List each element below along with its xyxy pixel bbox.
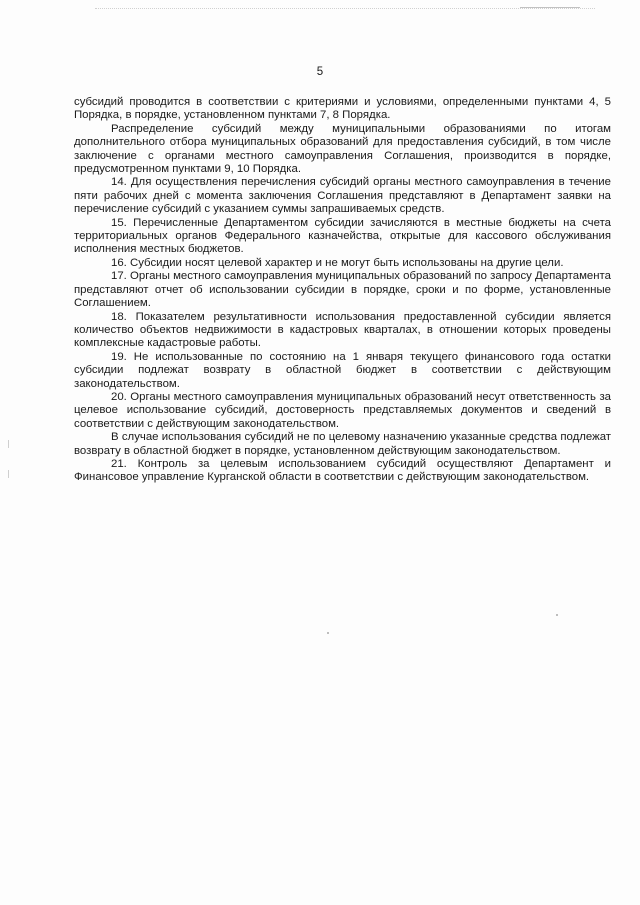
document-body: [74, 96, 611, 485]
paragraph-item-16: 16. Субсидии носят целевой характер и не могут быть использованы на другие цели.: [111, 256, 564, 269]
paragraph-item-20: 20. Органы местного самоуправления муниципальных образований несут ответственность за целевое использование субсидий, достоверность представляемых документов и сведений в соответствии с действующим законодательством.: [74, 390, 611, 430]
paragraph-distribution: Распределение субсидий между муниципальными образованиями по итогам дополнительного отбора муниципальных образований для предоставления субсидий, в том числе заключение с органами местного самоуправления Соглашения, производится в порядке, предусмотренном пунктами 9, 10 Порядка.: [74, 122, 611, 176]
paragraph-item-21: 21. Контроль за целевым использованием субсидий осуществляют Департамент и Финансовое управление Курганской области в соответствии с действующим законодательством.: [74, 457, 611, 484]
paragraph-item-18: 18. Показателем результативности использования предоставленной субсидии является количество объектов недвижимости в кадастровых кварталах, в отношении которых проведены комплексные кадастровые работы.: [74, 310, 611, 350]
paragraph-item-19: 19. Не использованные по состоянию на 1 января текущего финансового года остатки субсидии подлежат возврату в областной бюджет в соответствии с действующим законодательством.: [74, 350, 611, 390]
paragraph-item-14: 14. Для осуществления перечисления субсидий органы местного самоуправления в течение пяти рабочих дней с момента заключения Соглашения представляют в Департамент заявки на перечисление субсидий с указанием суммы запрашиваемых средств.: [74, 176, 611, 216]
paragraph-item-17: 17. Органы местного самоуправления муниципальных образований по запросу Департамента представляют отчет об использовании субсидии в порядке, сроки и по форме, установленные Соглашением.: [74, 270, 611, 310]
page-number: 5: [316, 66, 324, 78]
scan-artifact-speck: [327, 632, 329, 634]
scan-artifact-margin-mark: [8, 470, 9, 478]
scan-artifact-speck: [556, 614, 558, 616]
scan-artifact-margin-mark: [8, 440, 9, 448]
paragraph-misuse: В случае использования субсидий не по целевому назначению указанные средства подлежат возврату в областной бюджет в порядке, установленном действующим законодательством.: [74, 431, 611, 457]
scan-artifact-top-line: [95, 8, 595, 11]
paragraph-continuation: субсидий проводится в соответствии с критериями и условиями, определенными пунктами 4, 5 Порядка, в порядке, установленном пунктами 7, 8 Порядка.: [74, 96, 611, 122]
paragraph-item-15: 15. Перечисленные Департаментом субсидии зачисляются в местные бюджеты на счета территориальных органов Федерального казначейства, открытые для кассового обслуживания исполнения местных бюджетов.: [74, 216, 611, 256]
scan-artifact-top-right-line: [520, 7, 580, 8]
